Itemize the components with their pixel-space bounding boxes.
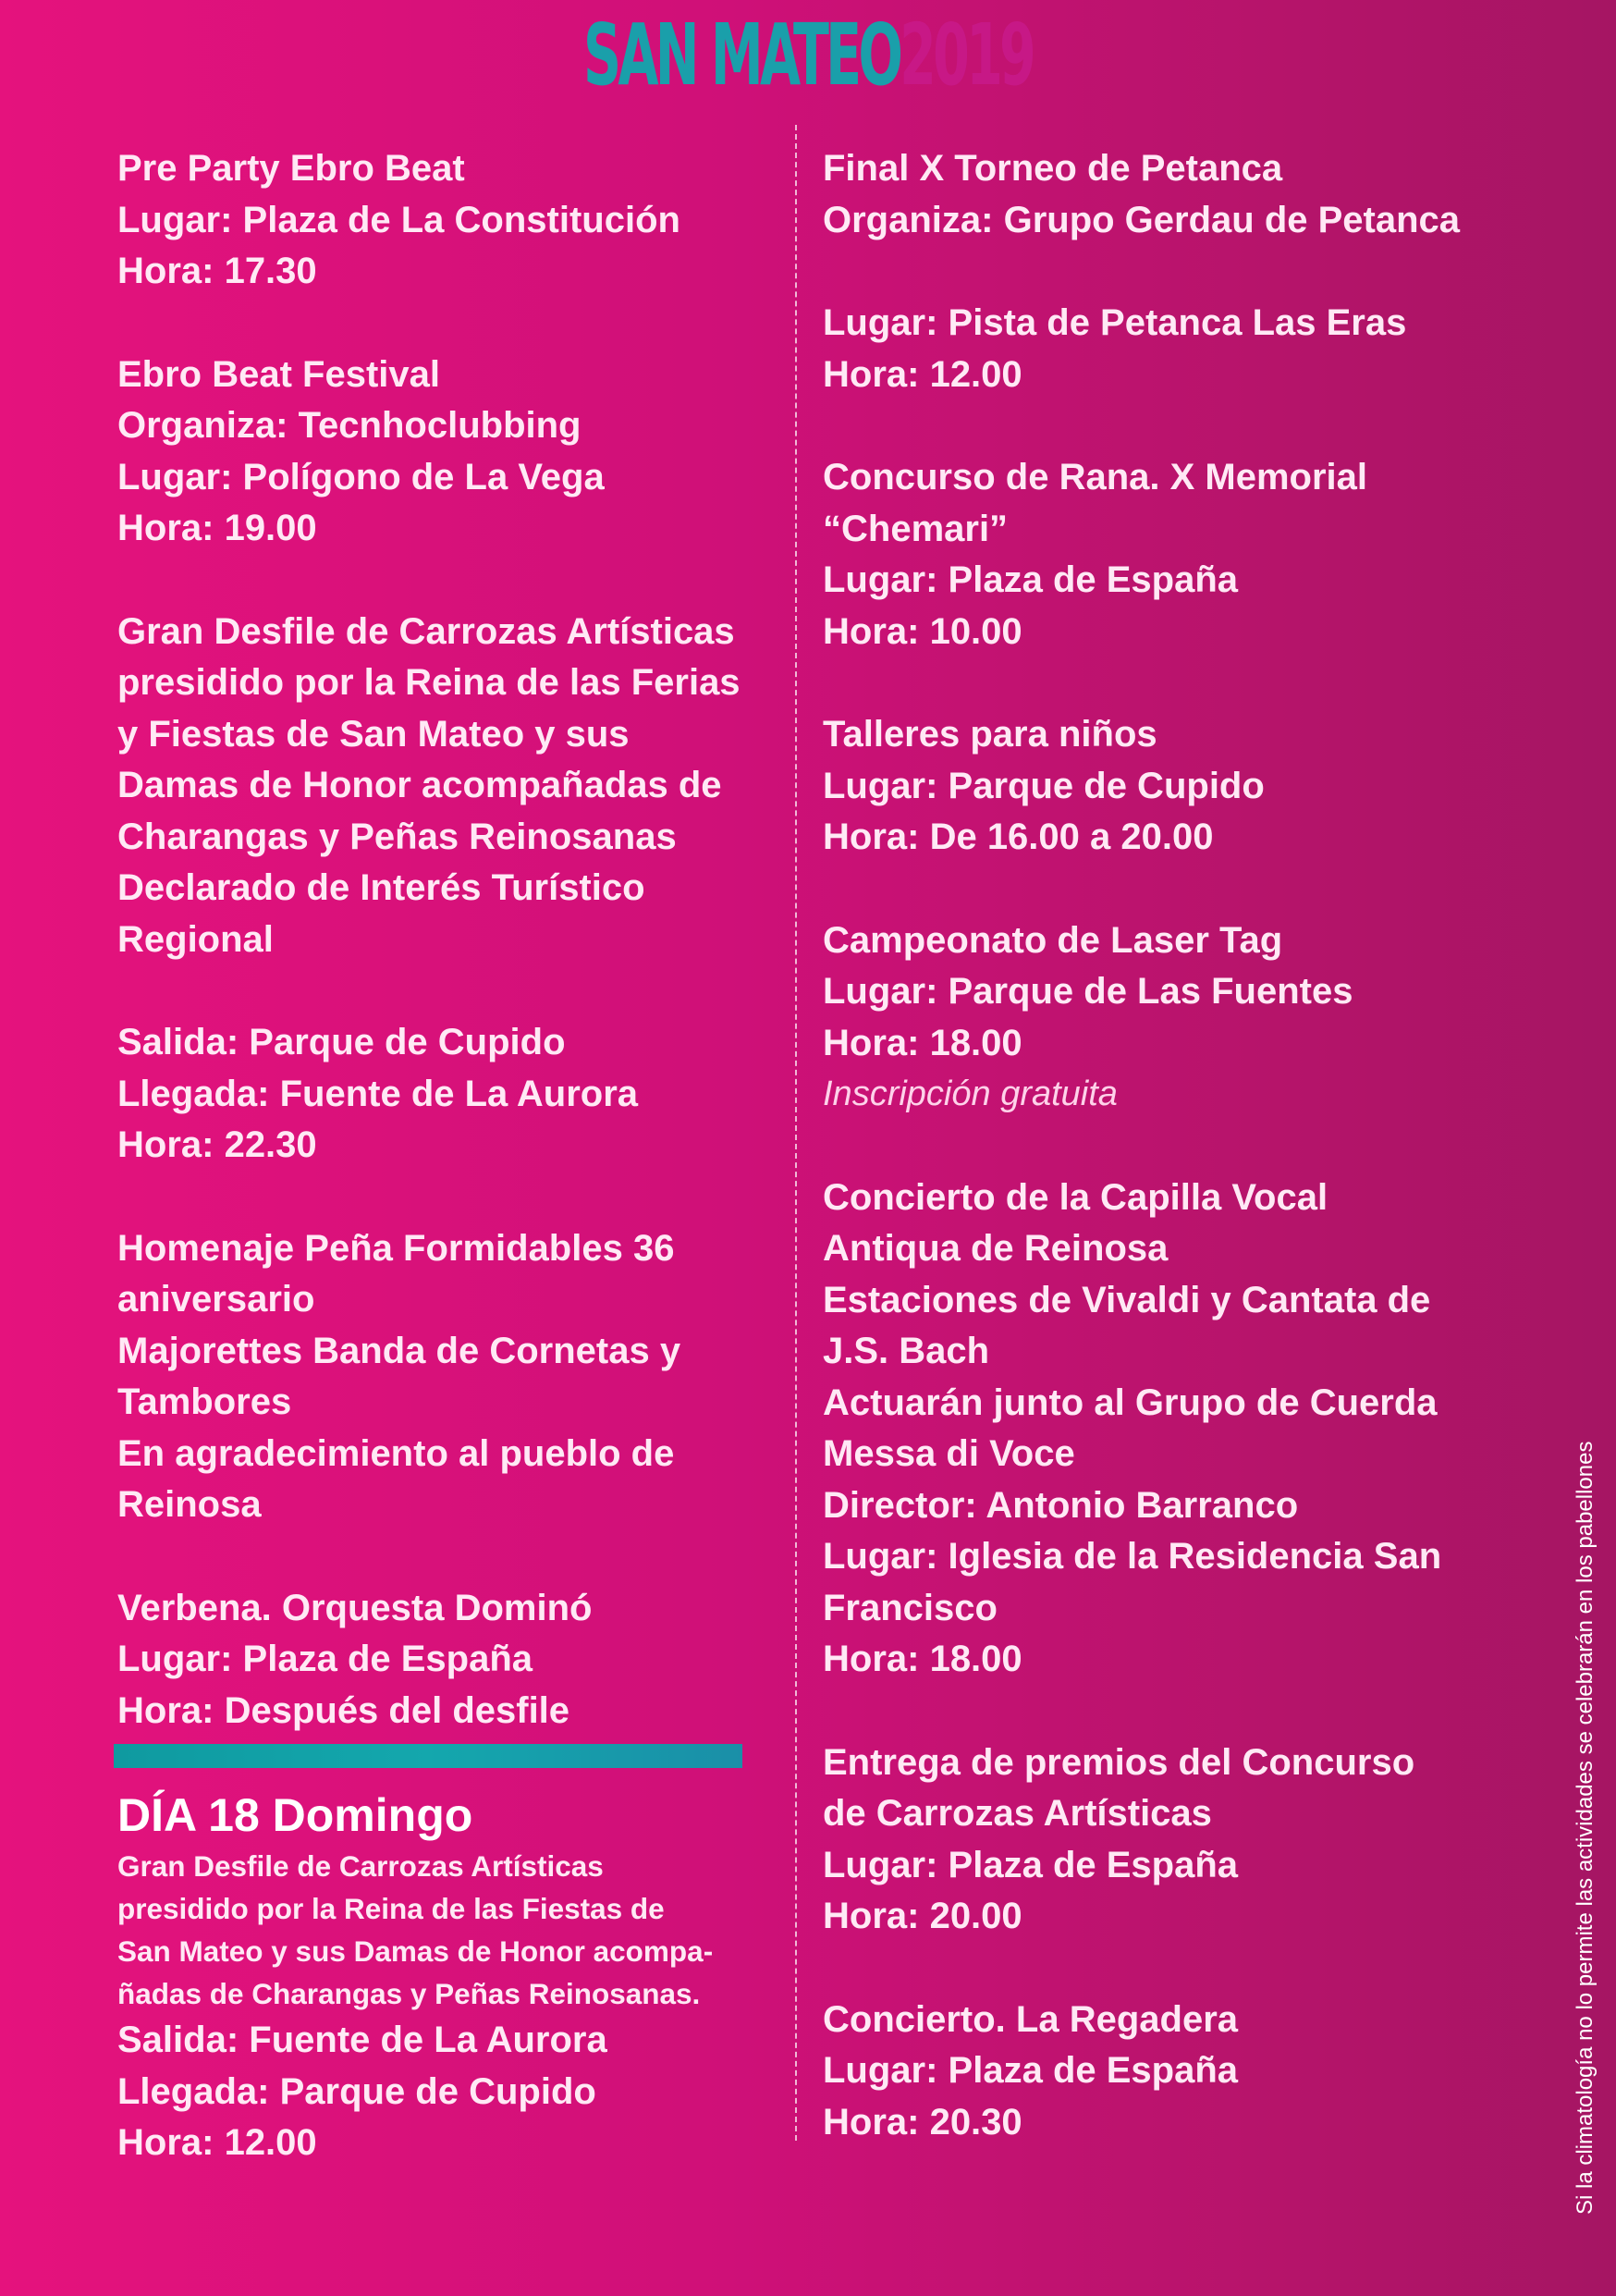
event-block (823, 143, 1525, 246)
event-line: Concierto. La Regadera (823, 1998, 1239, 2040)
event-line: Hora: De 16.00 a 20.00 (823, 816, 1214, 857)
event-line: Hora: 22.30 (117, 1124, 317, 1165)
event-block (117, 350, 783, 555)
event-block (117, 1583, 783, 1737)
event-line: Hora: 20.00 (823, 1896, 1022, 1936)
event-line: Hora: 19.00 (117, 508, 317, 548)
event-block (823, 709, 1525, 864)
event-block (823, 1737, 1525, 1943)
event-line: En agradecimiento al pueblo de (117, 1432, 675, 1474)
event-line: Lugar: Polígono de La Vega (117, 456, 605, 497)
event-line: Regional (117, 918, 274, 960)
event-line: Gran Desfile de Carrozas Artísticas (117, 610, 735, 652)
event-line: Declarado de Interés Turístico (117, 867, 645, 908)
event-line: Llegada: Fuente de La Aurora (117, 1073, 639, 1114)
page-header (307, 6, 1309, 104)
event-line: Lugar: Plaza de España (823, 1844, 1239, 1885)
event-block (823, 1995, 1525, 2149)
day-desc-line: presidido por la Reina de las Fiestas de (117, 1892, 665, 1925)
event-block (117, 1223, 783, 1531)
left-column (117, 143, 783, 1788)
event-line: Lugar: Parque de Cupido (823, 765, 1265, 806)
event-note: Inscripción gratuita (823, 1074, 1118, 1113)
event-line: Charangas y Peñas Reinosanas (117, 816, 677, 857)
event-line: Salida: Fuente de La Aurora (117, 2020, 607, 2060)
day-description (117, 1845, 713, 2169)
event-line: Lugar: Plaza de España (823, 2050, 1239, 2091)
event-line: Concurso de Rana. X Memorial (823, 457, 1368, 497)
event-line: Final X Torneo de Petanca (823, 148, 1283, 189)
section-divider-bar (114, 1744, 742, 1768)
day-desc-line: San Mateo y sus Damas de Honor acompa- (117, 1934, 714, 1968)
event-block (117, 1017, 783, 1172)
event-line: Entrega de premios del Concurso (823, 1741, 1415, 1783)
event-line: Estaciones de Vivaldi y Cantata de (823, 1279, 1431, 1320)
event-line: Lugar: Plaza de España (823, 559, 1239, 600)
event-line: Pre Party Ebro Beat (117, 148, 465, 189)
event-block (117, 607, 783, 966)
event-line: Lugar: Parque de Las Fuentes (823, 971, 1353, 1012)
event-line: Llegada: Parque de Cupido (117, 2070, 596, 2112)
event-line: Lugar: Pista de Petanca Las Eras (823, 302, 1407, 343)
event-block (823, 1173, 1525, 1686)
event-line: Hora: 20.30 (823, 2101, 1022, 2143)
event-line: Hora: Después del desfile (117, 1689, 570, 1731)
event-block (823, 452, 1525, 657)
event-line: Hora: 12.00 (823, 353, 1022, 395)
day-heading: DÍA 18 Domingo (117, 1789, 473, 1841)
event-line: Hora: 10.00 (823, 610, 1022, 652)
event-line: Hora: 18.00 (823, 1639, 1022, 1679)
event-line: Antiqua de Reinosa (823, 1228, 1169, 1269)
event-line: Actuarán junto al Grupo de Cuerda (823, 1381, 1438, 1423)
event-line: Hora: 12.00 (117, 2122, 317, 2163)
event-line: Organiza: Tecnhoclubbing (117, 405, 582, 446)
event-line: Homenaje Peña Formidables 36 (117, 1227, 675, 1269)
event-line: Tambores (117, 1381, 292, 1422)
event-line: Messa di Voce (823, 1433, 1075, 1474)
header-title: SAN MATEO (582, 6, 900, 104)
event-line: Salida: Parque de Cupido (117, 1022, 566, 1062)
weather-side-note: Si la climatología no lo permite las actividades se celebrarán en los pabellones (1573, 1441, 1598, 2215)
event-line: Francisco (823, 1587, 998, 1628)
event-line: Lugar: Plaza de La Constitución (117, 199, 680, 240)
event-block (823, 298, 1525, 400)
event-line: Verbena. Orquesta Dominó (117, 1587, 593, 1628)
header-year: 2019 (900, 6, 1034, 104)
event-line: “Chemari” (823, 508, 1009, 549)
event-line: Lugar: Iglesia de la Residencia San (823, 1536, 1442, 1577)
event-line: Majorettes Banda de Cornetas y (117, 1330, 681, 1371)
event-line: Campeonato de Laser Tag (823, 919, 1283, 961)
event-line: Damas de Honor acompañadas de (117, 765, 722, 805)
event-line: aniversario (117, 1279, 315, 1320)
right-column (823, 143, 1525, 2200)
event-line: de Carrozas Artísticas (823, 1793, 1212, 1834)
event-line: Ebro Beat Festival (117, 353, 441, 395)
event-line: Concierto de la Capilla Vocal (823, 1176, 1328, 1218)
event-line: y Fiestas de San Mateo y sus (117, 713, 630, 755)
event-line: Organiza: Grupo Gerdau de Petanca (823, 199, 1461, 240)
event-line: Lugar: Plaza de España (117, 1639, 533, 1679)
event-block (117, 143, 783, 298)
event-line: J.S. Bach (823, 1331, 990, 1371)
event-line: Hora: 18.00 (823, 1022, 1022, 1063)
column-divider (795, 125, 797, 2141)
event-line: Talleres para niños (823, 714, 1157, 755)
event-line: presidido por la Reina de las Ferias (117, 662, 741, 703)
day-desc-line: Gran Desfile de Carrozas Artísticas (117, 1849, 604, 1883)
event-line: Hora: 17.30 (117, 251, 317, 291)
event-line: Reinosa (117, 1484, 262, 1525)
day-desc-line: ñadas de Charangas y Peñas Reinosanas. (117, 1977, 701, 2010)
event-line: Director: Antonio Barranco (823, 1484, 1299, 1526)
event-block (823, 915, 1525, 1121)
